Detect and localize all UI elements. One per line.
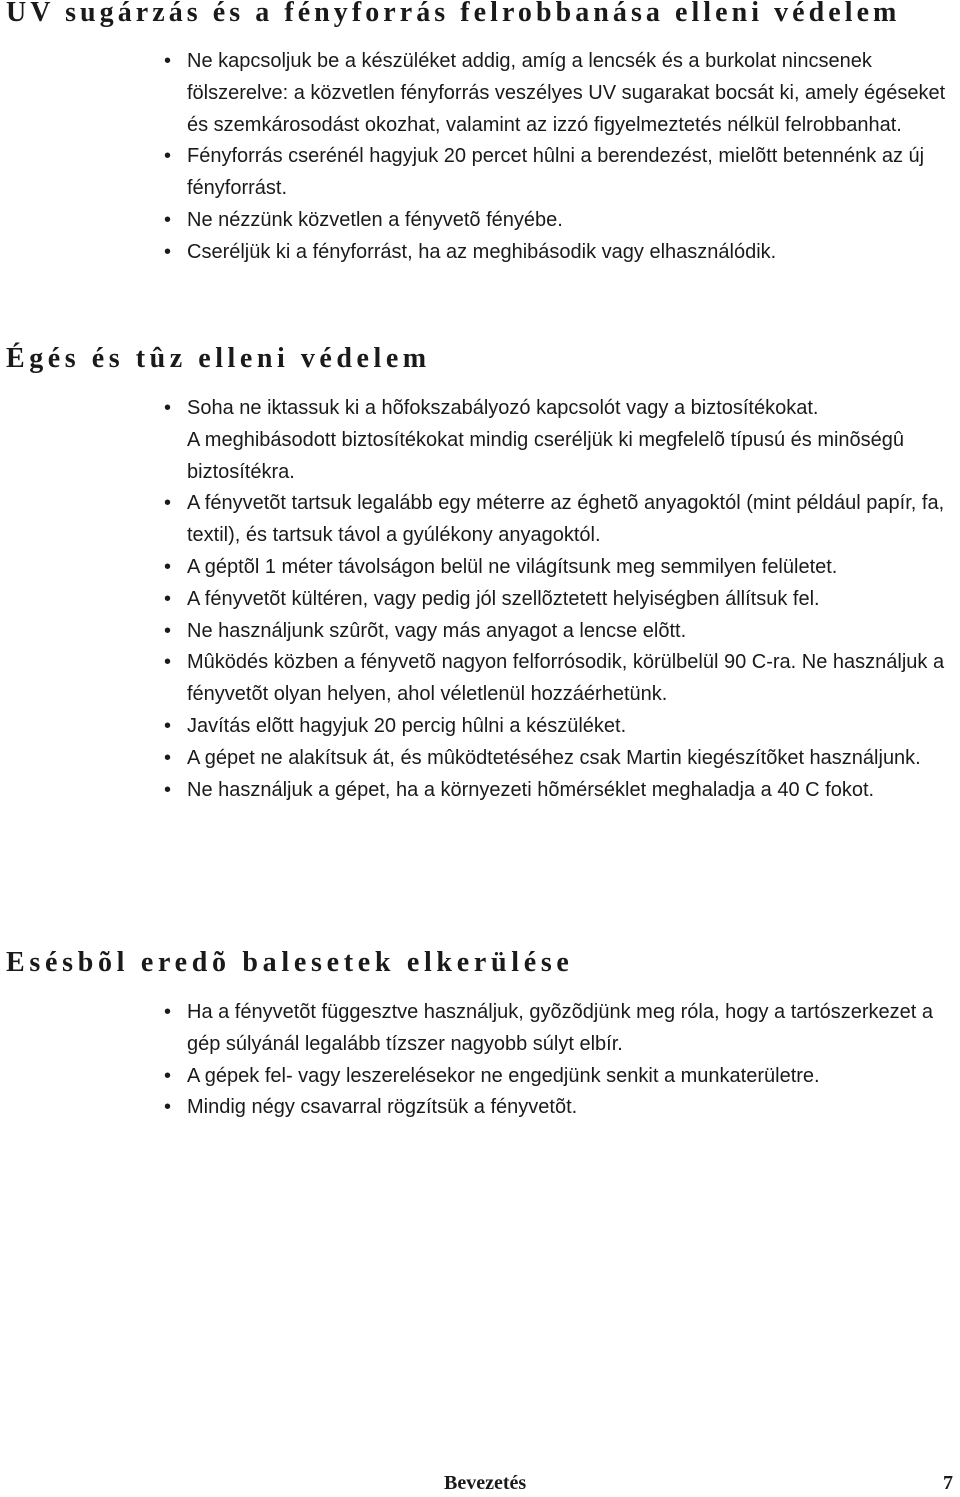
bullet-icon: • (164, 397, 172, 419)
bullet-icon: • (164, 619, 172, 642)
list-item-text: Mindig négy csavarral rögzítsük a fényvetõt. (187, 1096, 578, 1119)
list-item (158, 997, 958, 1061)
list-item (158, 552, 958, 584)
footer-chapter-label: Bevezetés (444, 1472, 527, 1494)
list-item-text: Fényforrás cserénél hagyjuk 20 percet hûlni a berendezést, mielõtt betennénk az új fényforrást. (187, 145, 925, 200)
list-item (158, 616, 958, 648)
bullet-icon: • (164, 50, 172, 72)
list-item (158, 743, 958, 775)
list-item-text: Soha ne iktassuk ki a hõfokszabályozó kapcsolót vagy a biztosítékokat. (187, 397, 819, 419)
bullet-icon: • (164, 208, 172, 231)
bullet-icon: • (164, 145, 172, 168)
list-item (158, 711, 958, 743)
list-item-text: A fényvetõt kültéren, vagy pedig jól szellõztetett helyiségben állítsuk fel. (187, 587, 820, 610)
list-item (158, 584, 958, 616)
bullet-icon: • (164, 1096, 172, 1119)
list-item (158, 393, 958, 488)
list-item (158, 46, 958, 141)
list-item-text: Ha a fényvetõt függesztve használjuk, gyõzõdjünk meg róla, hogy a tartószerkezet a gép súlyánál legalább tízszer nagyobb súlyt elbír. (187, 1001, 933, 1055)
list-item (158, 237, 958, 269)
list-item (158, 488, 958, 552)
bullet-icon: • (164, 778, 172, 801)
bullet-icon: • (164, 555, 172, 578)
list-item-text: Ne használjuk a gépet, ha a környezeti hõmérséklet meghaladja a 40 C fokot. (187, 778, 875, 801)
list-item (158, 141, 958, 205)
fall-prevention-list (158, 997, 958, 1124)
list-item (158, 1092, 958, 1124)
fire-protection-list (158, 393, 958, 806)
section-heading-uv-protection: UV sugárzás és a fényforrás felrobbanása elleni védelem (6, 0, 901, 28)
section-heading-fall-prevention: Esésbõl eredõ balesetek elkerülése (6, 947, 574, 978)
list-item (158, 1061, 958, 1093)
bullet-icon: • (164, 587, 172, 610)
list-item-text: Ne nézzünk közvetlen a fényvetõ fényébe. (187, 208, 563, 231)
list-item-continuation: A meghibásodott biztosítékokat mindig cseréljük ki megfelelõ típusú és minõségû biztosítékra. (187, 428, 905, 483)
list-item (158, 647, 958, 711)
uv-protection-list (158, 46, 958, 269)
list-item (158, 775, 958, 807)
list-item-text: Ne használjunk szûrõt, vagy más anyagot a lencse elõtt. (187, 619, 687, 642)
bullet-icon: • (164, 1001, 172, 1023)
list-item-text: A gépet ne alakítsuk át, és mûködtetéséhez csak Martin kiegészítõket használjunk. (187, 746, 921, 769)
list-item-text: Cseréljük ki a fényforrást, ha az meghibásodik vagy elhasználódik. (187, 240, 777, 263)
list-item-text: Ne kapcsoljuk be a készüléket addig, amíg a lencsék és a burkolat nincsenek fölszerelve: a közvetlen fényforrás veszélyes UV sugarakat bocsát ki, amely égéseket és szemkárosodást okozhat, valamint az izzó figyelmeztetés nélkül felrobbanhat. (187, 50, 946, 136)
list-item-text: A gépek fel- vagy leszerelésekor ne engedjünk senkit a munkaterületre. (187, 1064, 820, 1087)
list-item (158, 205, 958, 237)
bullet-icon: • (164, 1064, 172, 1087)
section-heading-fire-protection: Égés és tûz elleni védelem (6, 343, 431, 374)
list-item-text: A géptõl 1 méter távolságon belül ne világítsunk meg semmilyen felületet. (187, 555, 838, 578)
bullet-icon: • (164, 651, 172, 674)
page-number: 7 (943, 1472, 953, 1494)
bullet-icon: • (164, 746, 172, 769)
list-item-text: A fényvetõt tartsuk legalább egy méterre az éghetõ anyagoktól (mint például papír, fa, textil), és tartsuk távol a gyúlékony anyagoktól. (187, 492, 945, 547)
bullet-icon: • (164, 492, 172, 515)
bullet-icon: • (164, 714, 172, 737)
bullet-icon: • (164, 240, 172, 263)
list-item-text: Javítás elõtt hagyjuk 20 percig hûlni a készüléket. (187, 714, 627, 737)
list-item-text: Mûködés közben a fényvetõ nagyon felforrósodik, körülbelül 90 C-ra. Ne használjuk a fényvetõt olyan helyen, ahol véletlenül hozzáérhetünk. (187, 651, 945, 706)
